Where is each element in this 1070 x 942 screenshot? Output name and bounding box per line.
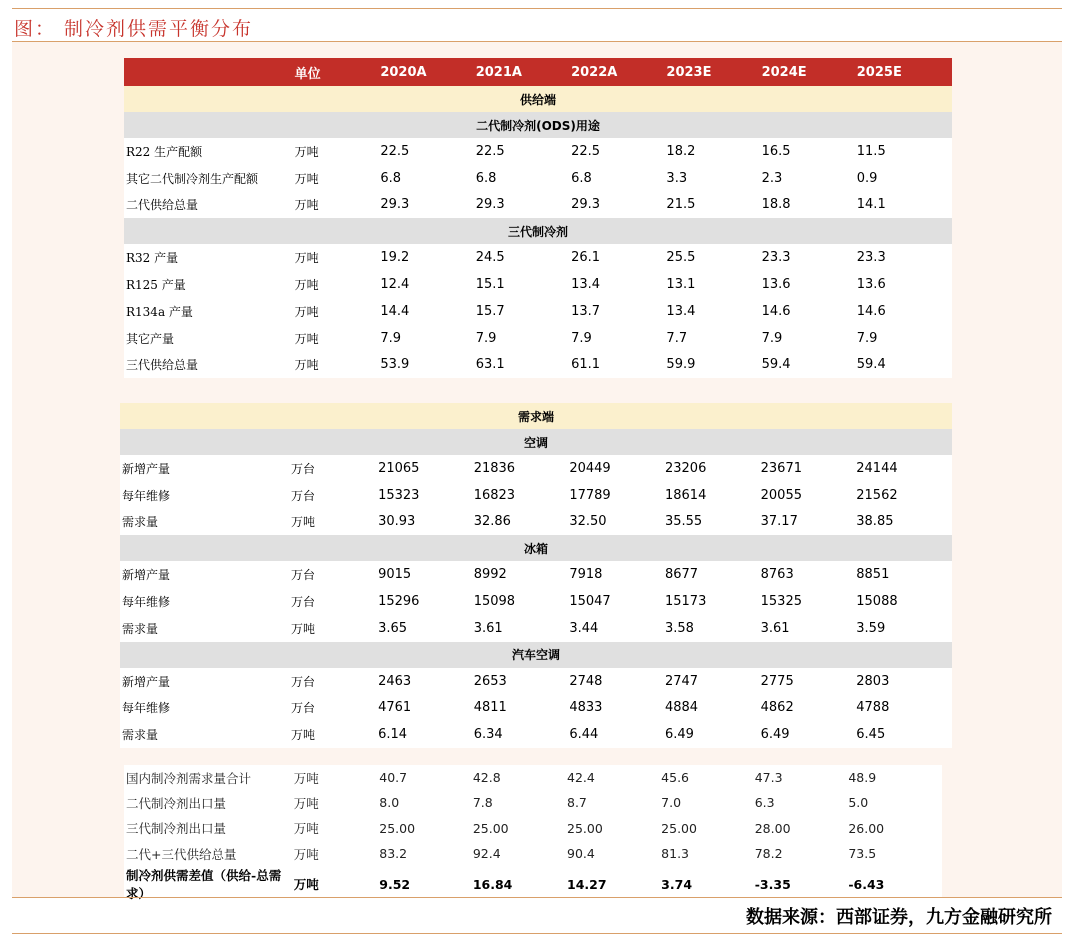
row-value: 19.2 — [380, 244, 475, 271]
table-row — [124, 790, 942, 815]
row-unit: 万吨 — [294, 816, 380, 841]
row-value: 22.5 — [476, 138, 571, 165]
row-value: 15.1 — [476, 271, 571, 298]
row-value: 9.52 — [379, 866, 473, 902]
row-value: 26.00 — [848, 816, 942, 841]
row-value: 29.3 — [571, 192, 666, 219]
row-unit: 万吨 — [295, 192, 381, 219]
bottom-rule-2 — [12, 933, 1062, 934]
demand-section-header — [120, 403, 952, 429]
row-unit: 万吨 — [295, 271, 381, 298]
row-value: 25.00 — [473, 816, 567, 841]
table-row — [124, 841, 942, 866]
ac-subheader-label: 空调 — [120, 429, 952, 455]
table-row — [124, 192, 952, 219]
row-value: 3.61 — [761, 615, 857, 642]
row-value: 17789 — [569, 482, 665, 509]
row-value: 20055 — [761, 482, 857, 509]
row-value: 14.6 — [857, 298, 952, 325]
row-value: 59.9 — [666, 352, 761, 379]
row-value: 13.4 — [666, 298, 761, 325]
row-value: 18.8 — [762, 192, 857, 219]
supply-section-header — [124, 86, 952, 112]
row-value: 25.5 — [666, 244, 761, 271]
row-value: 4788 — [856, 695, 952, 722]
row-value: 32.86 — [474, 509, 570, 536]
row-label: 其它产量 — [124, 325, 295, 352]
row-unit: 万吨 — [291, 615, 378, 642]
row-value: 4833 — [569, 695, 665, 722]
header-year: 2025E — [857, 58, 952, 86]
row-unit: 万台 — [291, 588, 378, 615]
row-value: 3.61 — [474, 615, 570, 642]
supply-section-header-label: 供给端 — [124, 86, 952, 112]
header-year: 2023E — [666, 58, 761, 86]
row-value: 7918 — [569, 561, 665, 588]
table-gap — [124, 378, 952, 403]
row-value: 6.14 — [378, 721, 474, 748]
row-unit: 万吨 — [294, 866, 380, 902]
row-value: 6.8 — [571, 165, 666, 192]
row-value: 2653 — [474, 668, 570, 695]
row-value: 2775 — [761, 668, 857, 695]
table-row — [124, 165, 952, 192]
row-value: 5.0 — [848, 790, 942, 815]
balance-table — [124, 765, 942, 902]
row-value: 29.3 — [476, 192, 571, 219]
row-label: R32 产量 — [124, 244, 295, 271]
row-unit: 万吨 — [295, 298, 381, 325]
header-year: 2022A — [571, 58, 666, 86]
row-value: 92.4 — [473, 841, 567, 866]
row-value: 6.8 — [476, 165, 571, 192]
row-value: 13.6 — [857, 271, 952, 298]
row-value: 8.0 — [379, 790, 473, 815]
row-value: 7.8 — [473, 790, 567, 815]
row-value: 32.50 — [569, 509, 665, 536]
row-label: 二代制冷剂出口量 — [124, 790, 294, 815]
car-ac-subheader-label: 汽车空调 — [120, 642, 952, 668]
row-unit: 万台 — [291, 695, 378, 722]
source-note: 数据来源：西部证券，九方金融研究所 — [746, 907, 1052, 928]
figure-title: 图： 制冷剂供需平衡分布 — [14, 18, 254, 40]
table-row — [124, 765, 942, 790]
top-rule — [12, 8, 1062, 9]
row-value: 28.00 — [755, 816, 849, 841]
row-value: 7.9 — [380, 325, 475, 352]
row-value: 7.7 — [666, 325, 761, 352]
table-row — [120, 482, 952, 509]
bottom-rule — [12, 897, 1062, 898]
row-unit: 万吨 — [295, 352, 381, 379]
row-value: 18.2 — [666, 138, 761, 165]
row-value: 53.9 — [380, 352, 475, 379]
row-value: 7.9 — [762, 325, 857, 352]
row-label: 新增产量 — [120, 561, 291, 588]
header-unit: 单位 — [295, 58, 381, 86]
row-value: 15325 — [761, 588, 857, 615]
fridge-subheader — [120, 535, 952, 561]
row-value: 63.1 — [476, 352, 571, 379]
row-value: 37.17 — [761, 509, 857, 536]
row-value: 13.7 — [571, 298, 666, 325]
gen2-subheader-label: 二代制冷剂(ODS)用途 — [124, 112, 952, 138]
row-label: 需求量 — [120, 721, 291, 748]
row-value: 9015 — [378, 561, 474, 588]
row-value: -6.43 — [848, 866, 942, 902]
row-value: 20449 — [569, 455, 665, 482]
row-value: 23.3 — [857, 244, 952, 271]
row-value: 8992 — [474, 561, 570, 588]
row-value: 42.8 — [473, 765, 567, 790]
row-unit: 万吨 — [295, 138, 381, 165]
row-value: 3.74 — [661, 866, 755, 902]
row-unit: 万吨 — [295, 325, 381, 352]
gen2-subheader — [124, 112, 952, 138]
row-value: 4811 — [474, 695, 570, 722]
row-value: 2748 — [569, 668, 665, 695]
table-row — [120, 561, 952, 588]
row-value: 7.9 — [571, 325, 666, 352]
row-value: 25.00 — [567, 816, 661, 841]
row-value: 25.00 — [661, 816, 755, 841]
row-value: 23.3 — [762, 244, 857, 271]
row-unit: 万吨 — [295, 244, 381, 271]
row-value: 6.34 — [474, 721, 570, 748]
row-value: 38.85 — [856, 509, 952, 536]
row-value: 30.93 — [378, 509, 474, 536]
row-value: 12.4 — [380, 271, 475, 298]
row-value: 40.7 — [379, 765, 473, 790]
table-row — [120, 668, 952, 695]
row-value: 81.3 — [661, 841, 755, 866]
row-value: 61.1 — [571, 352, 666, 379]
supply-table — [124, 58, 952, 378]
row-value: 21562 — [856, 482, 952, 509]
row-value: 42.4 — [567, 765, 661, 790]
table-row — [124, 244, 952, 271]
row-value: 13.1 — [666, 271, 761, 298]
row-label: 其它二代制冷剂生产配额 — [124, 165, 295, 192]
row-value: 7.9 — [857, 325, 952, 352]
row-value: 23671 — [761, 455, 857, 482]
row-unit: 万台 — [291, 455, 378, 482]
row-label: 三代供给总量 — [124, 352, 295, 379]
table-row — [120, 455, 952, 482]
row-value: 13.4 — [571, 271, 666, 298]
row-unit: 万台 — [291, 668, 378, 695]
row-value: 14.27 — [567, 866, 661, 902]
row-value: 59.4 — [762, 352, 857, 379]
row-value: 13.6 — [762, 271, 857, 298]
row-value: 3.59 — [856, 615, 952, 642]
car-ac-subheader — [120, 642, 952, 668]
row-label: 制冷剂供需差值（供给-总需求） — [124, 866, 294, 902]
row-value: 4862 — [761, 695, 857, 722]
row-unit: 万台 — [291, 561, 378, 588]
row-label: 需求量 — [120, 615, 291, 642]
row-value: 3.44 — [569, 615, 665, 642]
row-label: R22 生产配额 — [124, 138, 295, 165]
row-value: 15098 — [474, 588, 570, 615]
header-year: 2020A — [380, 58, 475, 86]
row-value: 78.2 — [755, 841, 849, 866]
row-value: 6.44 — [569, 721, 665, 748]
row-value: 7.9 — [476, 325, 571, 352]
table-row — [124, 298, 952, 325]
row-value: 6.45 — [856, 721, 952, 748]
row-value: 26.1 — [571, 244, 666, 271]
row-value: 24144 — [856, 455, 952, 482]
row-value: 21065 — [378, 455, 474, 482]
row-value: 2803 — [856, 668, 952, 695]
row-label: R125 产量 — [124, 271, 295, 298]
row-value: 47.3 — [755, 765, 849, 790]
row-unit: 万吨 — [294, 765, 380, 790]
row-label: 新增产量 — [120, 668, 291, 695]
row-value: 21836 — [474, 455, 570, 482]
table-row — [120, 695, 952, 722]
row-value: 83.2 — [379, 841, 473, 866]
row-value: 15296 — [378, 588, 474, 615]
table-row — [120, 615, 952, 642]
row-label: 国内制冷剂需求量合计 — [124, 765, 294, 790]
row-value: 2.3 — [762, 165, 857, 192]
row-value: 7.0 — [661, 790, 755, 815]
header-blank — [124, 58, 295, 86]
row-value: 6.49 — [665, 721, 761, 748]
row-value: 4761 — [378, 695, 474, 722]
table-row — [124, 325, 952, 352]
row-unit: 万台 — [291, 482, 378, 509]
fridge-subheader-label: 冰箱 — [120, 535, 952, 561]
row-value: 45.6 — [661, 765, 755, 790]
row-value: -3.35 — [755, 866, 849, 902]
table-row — [120, 509, 952, 536]
row-unit: 万吨 — [294, 841, 380, 866]
row-label: 三代制冷剂出口量 — [124, 816, 294, 841]
row-value: 48.9 — [848, 765, 942, 790]
row-value: 29.3 — [380, 192, 475, 219]
row-value: 16823 — [474, 482, 570, 509]
row-value: 35.55 — [665, 509, 761, 536]
table-row — [124, 138, 952, 165]
row-value: 3.3 — [666, 165, 761, 192]
header-year: 2021A — [476, 58, 571, 86]
row-value: 14.6 — [762, 298, 857, 325]
table-row — [124, 352, 952, 379]
row-label: 每年维修 — [120, 695, 291, 722]
row-value: 73.5 — [848, 841, 942, 866]
row-value: 15.7 — [476, 298, 571, 325]
row-value: 3.58 — [665, 615, 761, 642]
row-label: 二代+三代供给总量 — [124, 841, 294, 866]
row-value: 15047 — [569, 588, 665, 615]
row-value: 15088 — [856, 588, 952, 615]
table-row — [120, 721, 952, 748]
row-unit: 万吨 — [291, 721, 378, 748]
gen3-subheader-label: 三代制冷剂 — [124, 218, 952, 244]
row-label: 二代供给总量 — [124, 192, 295, 219]
row-value: 8851 — [856, 561, 952, 588]
row-value: 15323 — [378, 482, 474, 509]
table-row — [124, 816, 942, 841]
row-label: 需求量 — [120, 509, 291, 536]
row-value: 6.8 — [380, 165, 475, 192]
row-value: 16.84 — [473, 866, 567, 902]
table-row — [124, 271, 952, 298]
row-value: 23206 — [665, 455, 761, 482]
row-label: R134a 产量 — [124, 298, 295, 325]
demand-section-header-label: 需求端 — [120, 403, 952, 429]
row-value: 0.9 — [857, 165, 952, 192]
row-value: 6.3 — [755, 790, 849, 815]
row-label: 新增产量 — [120, 455, 291, 482]
row-value: 90.4 — [567, 841, 661, 866]
row-value: 3.65 — [378, 615, 474, 642]
row-value: 2463 — [378, 668, 474, 695]
row-value: 22.5 — [380, 138, 475, 165]
row-value: 4884 — [665, 695, 761, 722]
gen3-subheader — [124, 218, 952, 244]
row-value: 8.7 — [567, 790, 661, 815]
row-value: 8677 — [665, 561, 761, 588]
row-value: 15173 — [665, 588, 761, 615]
row-value: 14.1 — [857, 192, 952, 219]
row-value: 21.5 — [666, 192, 761, 219]
row-value: 14.4 — [380, 298, 475, 325]
table-header-row — [124, 58, 952, 86]
row-unit: 万吨 — [291, 509, 378, 536]
row-value: 11.5 — [857, 138, 952, 165]
row-label: 每年维修 — [120, 482, 291, 509]
row-value: 25.00 — [379, 816, 473, 841]
demand-table — [120, 403, 952, 748]
row-label: 每年维修 — [120, 588, 291, 615]
row-value: 22.5 — [571, 138, 666, 165]
row-value: 18614 — [665, 482, 761, 509]
row-value: 16.5 — [762, 138, 857, 165]
row-value: 8763 — [761, 561, 857, 588]
row-value: 6.49 — [761, 721, 857, 748]
row-unit: 万吨 — [295, 165, 381, 192]
row-value: 2747 — [665, 668, 761, 695]
row-unit: 万吨 — [294, 790, 380, 815]
row-value: 24.5 — [476, 244, 571, 271]
ac-subheader — [120, 429, 952, 455]
header-year: 2024E — [762, 58, 857, 86]
row-value: 59.4 — [857, 352, 952, 379]
table-row — [120, 588, 952, 615]
